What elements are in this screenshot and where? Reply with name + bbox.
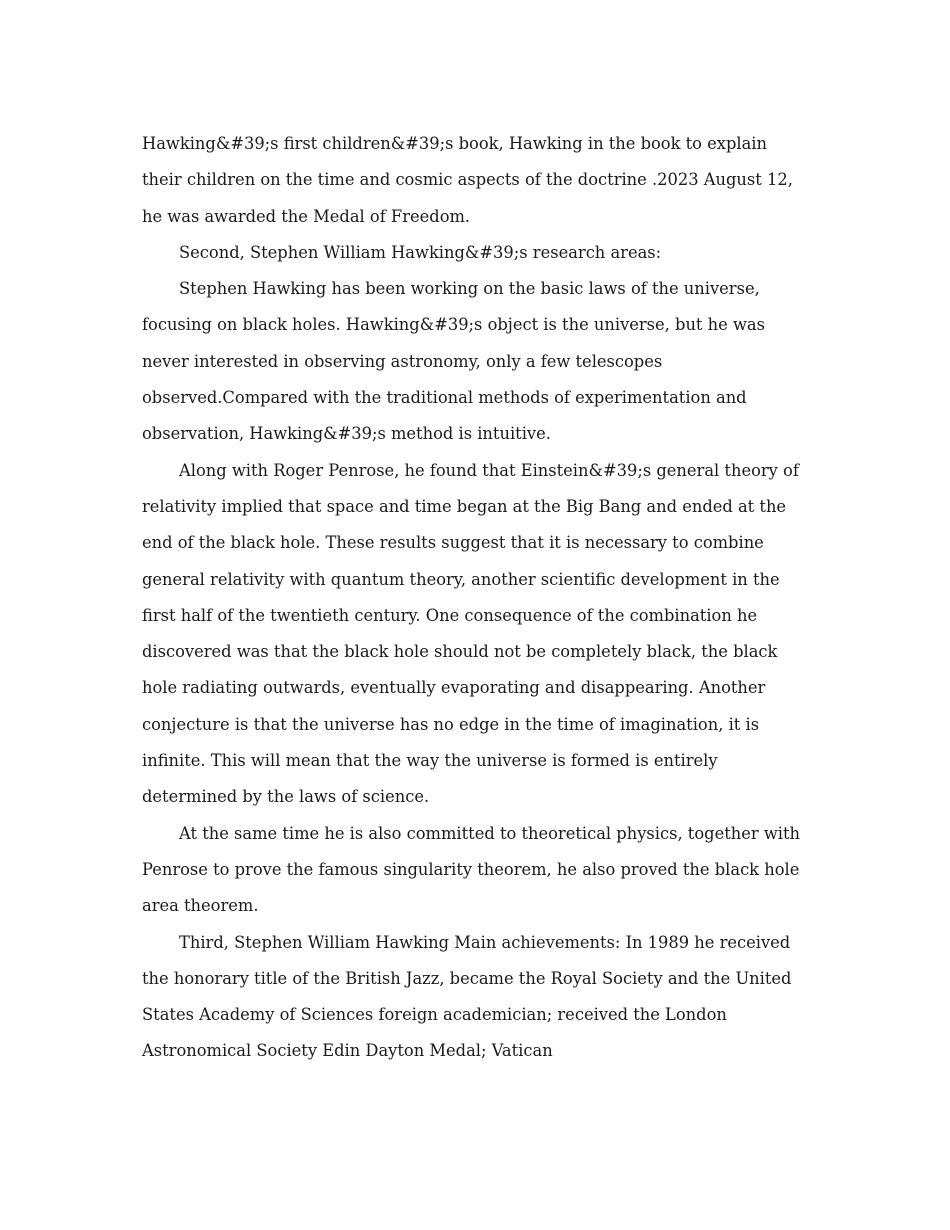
paragraph-research-areas-heading: Second, Stephen William Hawking&#39;s research areas: (179, 242, 662, 262)
paragraph-main-achievements: Third, Stephen William Hawking Main achievements: In 1989 he received the honorary title of the British Jazz, became the Royal Society and the United States Academy of Sciences foreign academician; received the London Astronomical Society Edin Dayton Medal; Vatican (142, 932, 792, 1061)
paragraph-singularity-theorem: At the same time he is also committed to theoretical physics, together with Penrose to prove the famous singularity theorem, he also proved the black hole area theorem. (142, 823, 800, 916)
paragraph-basic-laws: Stephen Hawking has been working on the basic laws of the universe, focusing on black holes. Hawking&#39;s object is the universe, but he was never interested in observing astronomy, only a few telescopes observed.Compared with the traditional methods of experimentation and observation, Hawking&#39;s method is intuitive. (142, 279, 765, 444)
body-text (142, 126, 810, 1070)
paragraph-childrens-book: Hawking&#39;s first children&#39;s book, Hawking in the book to explain their children on the time and cosmic aspects of the doctrine .2023 August 12, he was awarded the Medal of Freedom. (142, 134, 793, 226)
paragraph-penrose-relativity: Along with Roger Penrose, he found that Einstein&#39;s general theory of relativity implied that space and time began at the Big Bang and ended at the end of the black hole. These results suggest that it is necessary to combine general relativity with quantum theory, another scientific development in the first half of the twentieth century. One consequence of the combination he discovered was that the black hole should not be completely black, the black hole radiating outwards, eventually evaporating and disappearing. Another conjecture is that the universe has no edge in the time of imagination, it is infinite. This will mean that the way the universe is formed is entirely determined by the laws of science. (142, 460, 799, 807)
